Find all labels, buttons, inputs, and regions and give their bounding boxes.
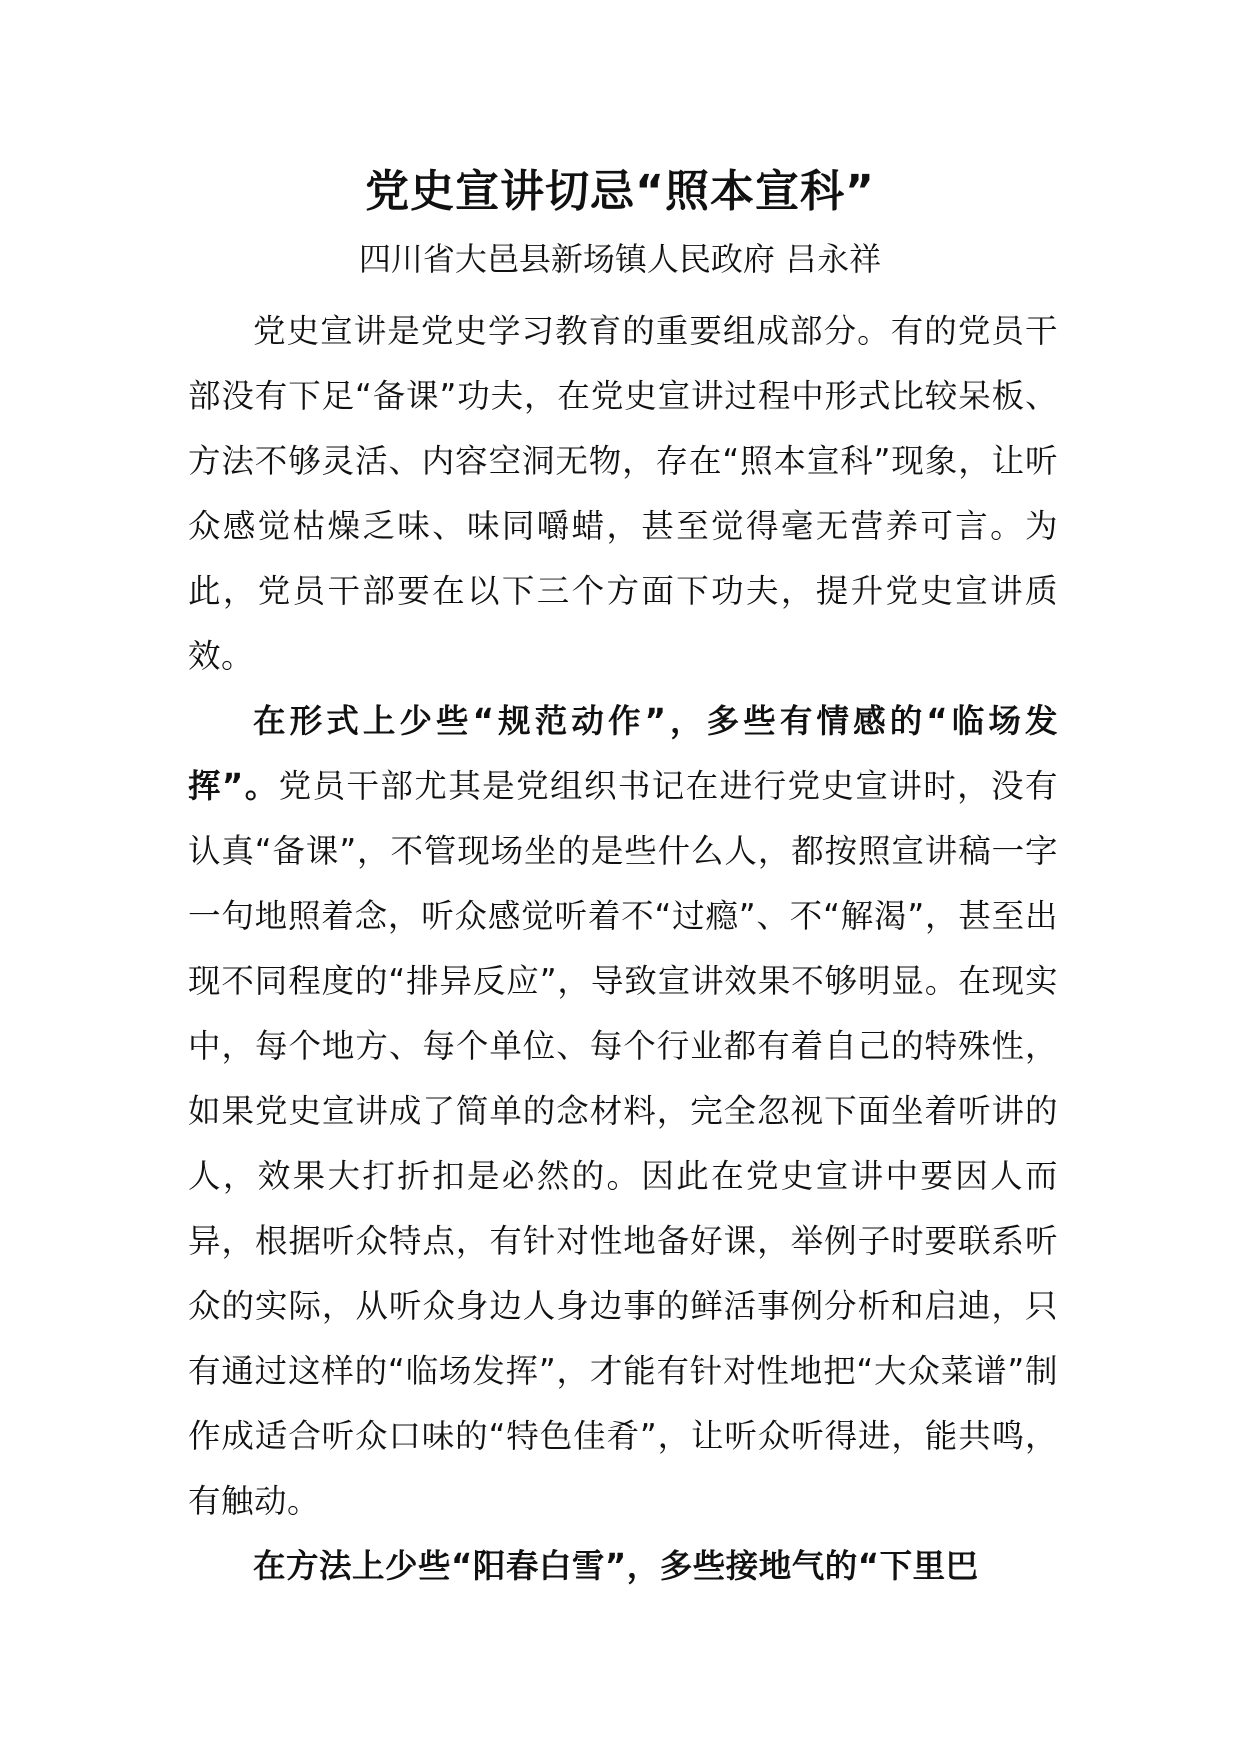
paragraph-method bbox=[188, 1534, 1058, 1599]
paragraph-text: 党员干部尤其是党组织书记在进行党史宣讲时，没有认真“备课”，不管现场坐的是些什么人，都按照宣讲稿一字一句地照着念，听众感觉听着不“过瘾”、不“解渴”，甚至出现不同程度的“排异反应”，导致宣讲效果不够明显。在现实中，每个地方、每个单位、每个行业都有着自己的特殊性，如果党史宣讲成了简单的念材料，完全忽视下面坐着听讲的人，效果大打折扣是必然的。因此在党史宣讲中要因人而异，根据听众特点，有针对性地备好课，举例子时要联系听众的实际，从听众身边人身边事的鲜活事例分析和启迪，只有通过这样的“临场发挥”，才能有针对性地把“大众菜谱”制作成适合听众口味的“特色佳肴”，让听众听得进，能共鸣，有触动。 bbox=[188, 767, 1058, 1520]
paragraph-lead-heading: 在形式上少些“规范动作”，多些有情感的“临场发挥”。 bbox=[188, 702, 1058, 805]
paragraph-intro bbox=[188, 299, 1058, 689]
document-title: 党史宣讲切忌“照本宣科” bbox=[365, 166, 875, 217]
paragraph-lead-heading: 在方法上少些“阳春白雪”，多些接地气的“下里巴 bbox=[253, 1547, 979, 1585]
paragraph-form bbox=[188, 689, 1058, 1534]
document-body bbox=[188, 299, 1058, 1599]
paragraph-text: 党史宣讲是党史学习教育的重要组成部分。有的党员干部没有下足“备课”功夫，在党史宣讲过程中形式比较呆板、方法不够灵活、内容空洞无物，存在“照本宣科”现象，让听众感觉枯燥乏味、味同嚼蜡，甚至觉得毫无营养可言。为此，党员干部要在以下三个方面下功夫，提升党史宣讲质效。 bbox=[188, 312, 1058, 675]
document-author: 四川省大邑县新场镇人民政府 吕永祥 bbox=[358, 240, 882, 278]
